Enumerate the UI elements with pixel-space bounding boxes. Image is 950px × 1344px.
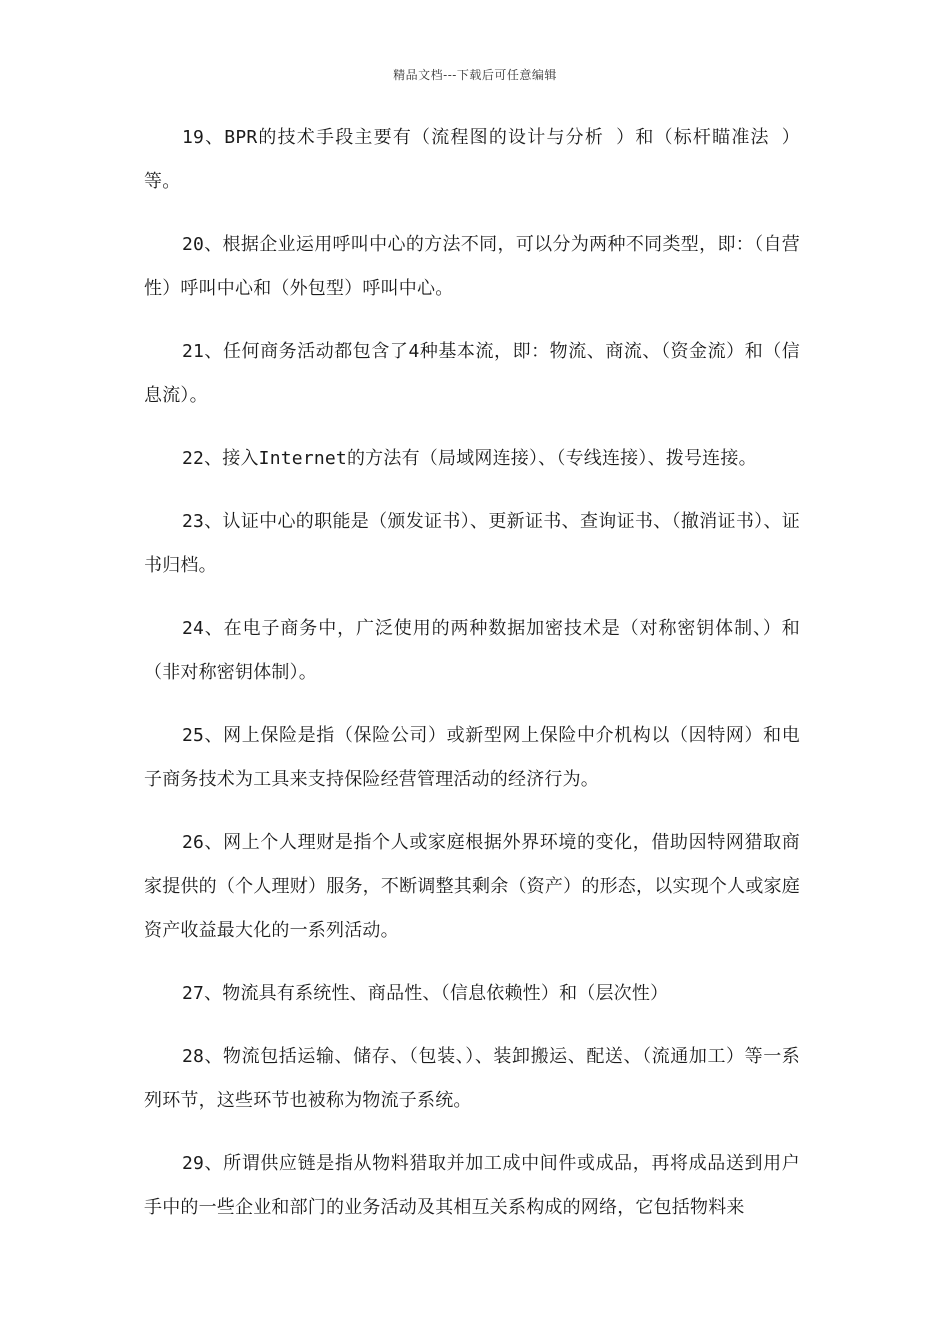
question-20: 20、根据企业运用呼叫中心的方法不同，可以分为两种不同类型，即：（自营性）呼叫中心和（外包型）呼叫中心。 bbox=[144, 234, 800, 299]
question-24: 24、在电子商务中，广泛使用的两种数据加密技术是（对称密钥体制、）和（非对称密钥体制）。 bbox=[144, 618, 800, 683]
page-header: 精品文档---下载后可任意编辑 bbox=[393, 68, 557, 82]
question-26: 26、网上个人理财是指个人或家庭根据外界环境的变化，借助因特网猎取商家提供的（个人理财）服务，不断调整其剩余（资产）的形态，以实现个人或家庭资产收益最大化的一系列活动。 bbox=[144, 832, 800, 941]
question-27: 27、物流具有系统性、商品性、（信息依赖性）和（层次性） bbox=[182, 983, 669, 1004]
document-body bbox=[144, 116, 800, 1249]
question-23: 23、认证中心的职能是（颁发证书）、更新证书、查询证书、（撤消证书）、证书归档。 bbox=[144, 511, 800, 576]
question-25: 25、网上保险是指（保险公司）或新型网上保险中介机构以（因特网）和电子商务技术为工具来支持保险经营管理活动的经济行为。 bbox=[144, 725, 800, 790]
question-29: 29、所谓供应链是指从物料猎取并加工成中间件或成品，再将成品送到用户手中的一些企业和部门的业务活动及其相互关系构成的网络，它包括物料来 bbox=[144, 1153, 800, 1218]
question-28: 28、物流包括运输、储存、（包装、）、装卸搬运、配送、（流通加工）等一系列环节，这些环节也被称为物流子系统。 bbox=[144, 1046, 800, 1111]
question-19: 19、BPR的技术手段主要有（流程图的设计与分析 ）和（标杆瞄准法 ）等。 bbox=[144, 127, 800, 192]
question-22: 22、接入Internet的方法有（局域网连接）、（专线连接）、拨号连接。 bbox=[182, 448, 757, 469]
question-21: 21、任何商务活动都包含了4种基本流，即：物流、商流、（资金流）和（信息流）。 bbox=[144, 341, 800, 406]
